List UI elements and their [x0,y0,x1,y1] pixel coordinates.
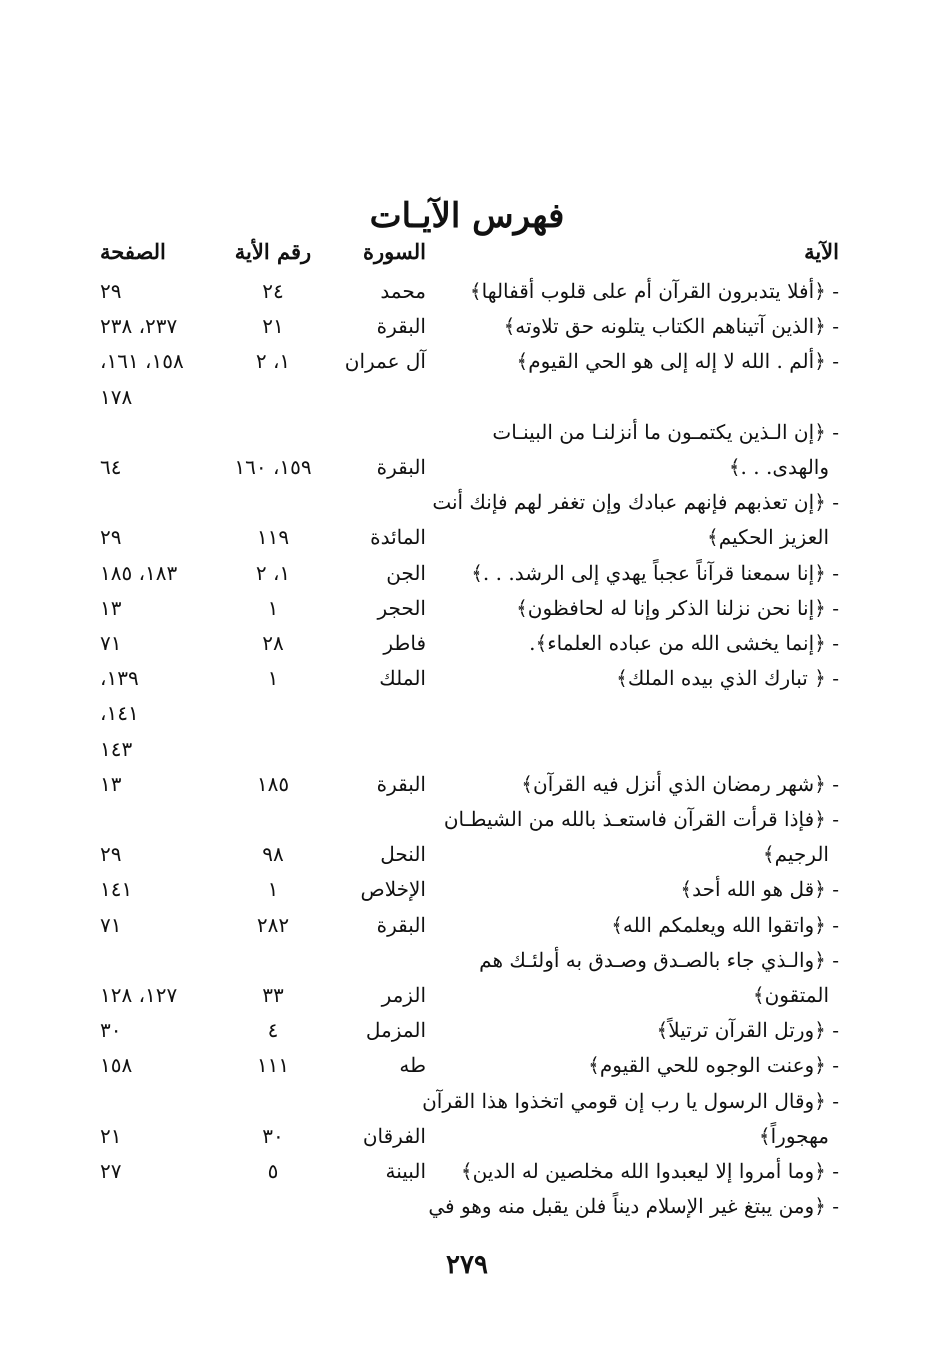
page-reference: ٢٩ [100,525,122,550]
page-reference: ٢٩ [100,279,122,303]
aya-number: ١ [267,595,279,620]
verse-text: - ﴿والـذي جاء بالصـدق وصـدق به أولئـك هم [479,947,839,972]
sura-name: البقرة [376,912,426,937]
aya-number: ٤ [267,1018,279,1043]
page-number: ٢٧٩ [446,1250,488,1280]
verse-text: - ﴿ألم . الله لا إله إلى هو الحي القيوم﴾ [516,349,839,374]
aya-number: ١٥٩، ١٦٠ [234,455,312,479]
page-reference: ٢٣٧، ٢٣٨ [100,314,178,339]
page-reference: ١٨٣، ١٨٥ [100,560,178,585]
aya-number: ٩٨ [262,842,284,867]
sura-name: طه [399,1053,426,1078]
verse-text: - ﴿وعنت الوجوه للحي القيوم﴾ [588,1053,839,1078]
verse-text: - ﴿فإذا قرأت القرآن فاستعـذ بالله من الشيطـان [443,807,839,831]
verse-text: - ﴿الذين آتيناهم الكتاب يتلونه حق تلاوته﴾ [503,314,839,339]
sura-name: البقرة [376,455,426,479]
verse-text: - ﴿واتقوا الله ويعلمكم الله﴾ [611,912,839,937]
page-reference: ١٤١، [100,701,139,726]
aya-number: ٥ [267,1159,279,1183]
page-reference: ٢٧ [100,1159,122,1183]
verse-text: الرجيم﴾ [762,842,829,867]
page-reference: ١٢٧، ١٢٨ [100,983,178,1007]
page-reference: ١٧٨ [100,384,133,409]
aya-number: ١٨٥ [256,771,290,796]
header-aya: الآية [804,239,839,264]
aya-number: ٢٨٢ [256,912,290,937]
sura-name: الملك [379,666,426,691]
verse-text: - ﴿إن تعذبهم فإنهم عبادك وإن تغفر لهم فإنك أنت [432,490,839,515]
page-reference: ١٤١ [100,877,133,902]
aya-number: ١١١ [256,1053,290,1078]
verse-text: - ﴿ومن يبتغ غير الإسلام ديناً فلن يقبل منه وهو في [428,1194,839,1219]
verse-text: - ﴿إنا سمعنا قرآناً عجباً يهدي إلى الرشد. . .﴾ [471,560,839,585]
verse-text: - ﴿شهر رمضان الذي أنزل فيه القرآن﴾ [521,771,839,796]
page-title: فهرس الآيـات [369,196,565,236]
verse-text: مهجوراً﴾ [758,1123,829,1148]
aya-number: ٢٨ [262,631,284,655]
sura-name: البقرة [376,771,426,796]
sura-name: الفرقان [362,1123,426,1148]
sura-name: البقرة [376,314,426,339]
sura-name: البينة [385,1159,426,1183]
verse-text: العزيز الحكيم﴾ [707,525,829,550]
aya-number: ١ [267,877,279,902]
sura-name: محمد [380,279,426,303]
aya-number: ٣٣ [262,983,284,1007]
aya-number: ١، ٢ [255,560,291,585]
aya-number: ١١٩ [256,525,290,550]
header-page: الصفحة [100,239,166,264]
sura-name: الحجر [377,595,426,620]
page-reference: ١٣ [100,595,122,620]
verse-text: - ﴿قل هو الله أحد﴾ [680,877,839,902]
verse-text: - ﴿إنما يخشى الله من عباده العلماء﴾. [529,631,839,655]
page-reference: ١٣٩، [100,666,139,691]
verse-text: - ﴿وقال الرسول يا رب إن قومي اتخذوا هذا القرآن [422,1088,839,1113]
aya-number: ١، ٢ [255,349,291,374]
sura-name: الجن [386,560,426,585]
page-reference: ٧١ [100,912,122,937]
aya-number: ٣٠ [262,1123,284,1148]
header-aya-number: رقم الأية [234,239,312,264]
sura-name: الزمر [381,983,426,1007]
aya-number: ٢٤ [262,279,284,303]
page-reference: ٢١ [100,1123,122,1148]
sura-name: المزمل [365,1018,426,1043]
page-reference: ١٥٨، ١٦١، [100,349,184,374]
page-reference: ٢٩ [100,842,122,867]
header-sura: السورة [363,239,426,264]
verse-text: والهدى. . .﴾ [728,455,829,479]
verse-text: - ﴿ورتل القرآن ترتيلاً﴾ [656,1018,839,1043]
verse-text: - ﴿إنا نحن نزلنا الذكر وإنا له لحافظون﴾ [516,595,839,620]
page-reference: ٣٠ [100,1018,122,1043]
page-reference: ١٤٣ [100,736,133,761]
sura-name: النحل [380,842,426,867]
page-reference: ٦٤ [100,455,122,479]
sura-name: فاطر [383,631,426,655]
verse-text: المتقون﴾ [752,983,829,1007]
verse-text: - ﴿وما أمروا إلا ليعبدوا الله مخلصين له الدين﴾ [460,1159,839,1183]
aya-number: ١ [267,666,279,691]
aya-number: ٢١ [262,314,284,339]
verse-text: - ﴿أفلا يتدبرون القرآن أم على قلوب أقفالها﴾ [469,279,839,303]
sura-name: الإخلاص [360,877,426,902]
verse-text: - ﴿ تبارك الذي بيده الملك﴾ [616,666,839,691]
page-reference: ١٥٨ [100,1053,133,1078]
page-reference: ٧١ [100,631,122,655]
page-reference: ١٣ [100,771,122,796]
sura-name: المائدة [370,525,426,550]
sura-name: آل عمران [344,349,426,374]
verse-text: - ﴿إن الـذين يكتمـون ما أنزلنـا من البينـات [492,419,839,444]
